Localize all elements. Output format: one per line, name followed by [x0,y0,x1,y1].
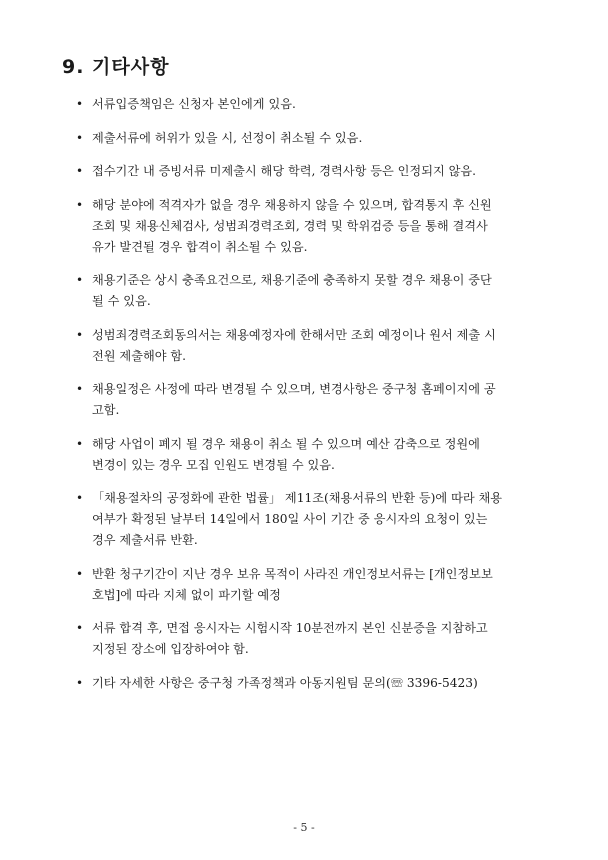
list-item-text: 「채용절차의 공정화에 관한 법률」 제11조(채용서류의 반환 등)에 따라 채용 [92,491,503,505]
list-item [72,161,562,182]
list-item-text: 접수기간 내 증빙서류 미제출시 해당 학력, 경력사항 등은 인정되지 않음. [92,164,477,178]
list-item-text: 유가 발견될 경우 합격이 취소될 수 있음. [92,239,308,254]
bullet-icon: • [76,97,84,111]
bullet-icon: • [76,327,84,342]
list-item-text: 기타 자세한 사항은 중구청 가족정책과 아동지원팀 문의(☏ 3396-5423) [92,675,478,690]
bullet-icon: • [76,273,84,287]
bullet-icon: • [76,382,84,396]
list-item [72,379,562,421]
list-item-text: 전원 제출해야 함. [92,348,187,363]
list-item-text: 서류입증책임은 신청자 본인에게 있음. [92,97,296,111]
bullet-icon: • [76,675,84,690]
list-item-text: 고함. [92,403,120,417]
list-item-text: 변경이 있는 경우 모집 인원도 변경될 수 있음. [92,457,335,472]
list-item-text: 지정된 장소에 입장하여야 함. [92,642,249,656]
list-item [72,434,562,476]
list-item [72,94,562,115]
list-item-text: 조회 및 채용신체검사, 성범죄경력조회, 경력 및 학위검증 등을 통해 결격사 [92,218,488,233]
bullet-icon: • [76,436,84,451]
bullet-icon: • [76,621,84,635]
list-item-text: 채용기준은 상시 충족요건으로, 채용기준에 충족하지 못할 경우 채용이 중단 [92,273,492,287]
bullet-icon: • [76,566,84,581]
list-item-text: 성범죄경력조회동의서는 채용예정자에 한해서만 조회 예정이나 원서 제출 시 [92,327,496,342]
bullet-icon: • [76,197,84,212]
list-item-text: 제출서류에 허위가 있을 시, 선정이 취소될 수 있음. [92,130,363,145]
list-item [72,195,562,258]
list-item-text: 서류 합격 후, 면접 응시자는 시험시작 10분전까지 본인 신분증을 지참하고 [92,621,488,635]
section-title: 9. 기타사항 [62,56,170,78]
list-item-text: 반환 청구기간이 지난 경우 보유 목적이 사라진 개인정보서류는 [개인정보보 [92,566,493,581]
notice-list [72,94,562,706]
bullet-icon: • [76,491,84,505]
list-item [72,564,562,606]
list-item [72,618,562,660]
list-item-text: 해당 분야에 적격자가 없을 경우 채용하지 않을 수 있으며, 합격통지 후 신원 [92,197,492,212]
list-item-text: 호법]에 따라 지체 없이 파기할 예정 [92,587,281,602]
list-item-text: 채용일정은 사정에 따라 변경될 수 있으며, 변경사항은 중구청 홈페이지에 공 [92,382,496,396]
list-item [72,325,562,367]
list-item [72,128,562,149]
list-item-text: 될 수 있음. [92,294,151,308]
list-item-text: 여부가 확정된 날부터 14일에서 180일 사이 기간 중 응시자의 요청이 있는 [92,512,488,526]
list-item [72,270,562,312]
list-item-text: 해당 사업이 폐지 될 경우 채용이 취소 될 수 있으며 예산 감축으로 정원에 [92,436,480,451]
bullet-icon: • [76,130,84,145]
list-item [72,673,562,694]
list-item [72,488,562,551]
list-item-text: 경우 제출서류 반환. [92,533,198,547]
page-number: - 5 - [293,821,315,834]
bullet-icon: • [76,164,84,178]
